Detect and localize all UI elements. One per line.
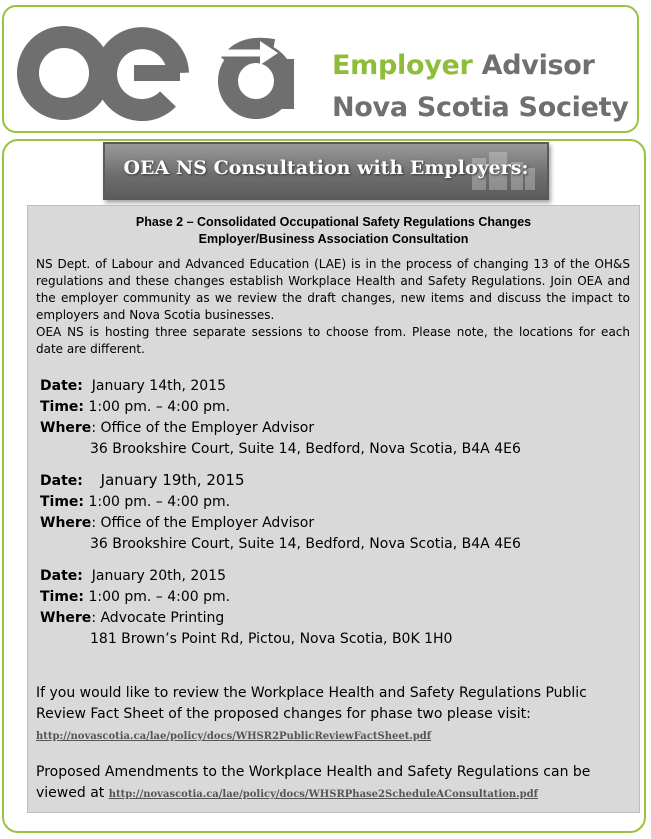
date-label: Date: bbox=[40, 378, 83, 394]
where-label: Where bbox=[40, 610, 92, 626]
session-address: 36 Brookshire Court, Suite 14, Bedford, Nova Scotia, B4A 4E6 bbox=[90, 441, 521, 457]
intro-paragraph: NS Dept. of Labour and Advanced Education (LAE) is in the process of changing 13 of the OH&S regulations and these changes establish Workplace Health and Safety Regulations. Join OEA and the employer community as we review the draft changes, new items and discuss the impact to employers and Nova Scotia businesses. bbox=[36, 257, 630, 322]
intro-text bbox=[36, 256, 630, 358]
session-time: 1:00 pm. – 4:00 pm. bbox=[88, 589, 231, 605]
date-label: Date: bbox=[40, 568, 83, 584]
session-3 bbox=[40, 566, 452, 650]
amendments-text: Proposed Amendments to the Workplace Health and Safety Regulations can be viewed at bbox=[36, 764, 591, 801]
review-text: If you would like to review the Workplace Health and Safety Regulations Public Review Fact Sheet of the proposed changes for phase two please visit: bbox=[36, 685, 587, 722]
session-venue: : Office of the Employer Advisor bbox=[91, 420, 315, 436]
amendments-link[interactable]: http://novascotia.ca/lae/policy/docs/WHSRPhase2ScheduleAConsultation.pdf bbox=[108, 789, 538, 800]
banner-title: OEA NS Consultation with Employers: bbox=[123, 157, 529, 179]
org-name-region: Nova Scotia Society bbox=[332, 92, 629, 123]
session-2 bbox=[40, 470, 521, 555]
session-time: 1:00 pm. – 4:00 pm. bbox=[88, 494, 231, 510]
org-name-employer: Employer bbox=[332, 50, 473, 81]
review-section bbox=[36, 683, 632, 747]
amendments-section bbox=[36, 762, 632, 805]
org-name bbox=[332, 45, 629, 129]
header bbox=[2, 5, 639, 133]
time-label: Time: bbox=[40, 589, 85, 605]
session-date: January 14th, 2015 bbox=[91, 378, 226, 394]
fact-sheet-link[interactable]: http://novascotia.ca/lae/policy/docs/WHSR2PublicReviewFactSheet.pdf bbox=[36, 731, 432, 742]
date-label: Date: bbox=[40, 473, 83, 489]
where-label: Where bbox=[40, 420, 92, 436]
where-label: Where bbox=[40, 515, 92, 531]
session-venue: : Advocate Printing bbox=[91, 610, 225, 626]
phase-line2: Employer/Business Association Consultation bbox=[198, 232, 469, 246]
content-panel bbox=[27, 205, 640, 813]
intro-paragraph: OEA NS is hosting three separate sessions to choose from. Please note, the locations for each date are different. bbox=[36, 325, 630, 356]
time-label: Time: bbox=[40, 494, 85, 510]
time-label: Time: bbox=[40, 399, 85, 415]
session-date: January 20th, 2015 bbox=[91, 568, 226, 584]
session-1 bbox=[40, 376, 521, 460]
phase-line1: Phase 2 – Consolidated Occupational Safety Regulations Changes bbox=[135, 215, 532, 229]
session-address: 181 Brown’s Point Rd, Pictou, Nova Scotia, B0K 1H0 bbox=[90, 631, 453, 647]
session-venue: : Office of the Employer Advisor bbox=[91, 515, 315, 531]
banner bbox=[103, 142, 549, 200]
oea-logo bbox=[16, 21, 316, 121]
session-address: 36 Brookshire Court, Suite 14, Bedford, Nova Scotia, B4A 4E6 bbox=[90, 536, 521, 552]
phase-heading bbox=[28, 214, 639, 248]
org-name-advisor: Advisor bbox=[472, 50, 595, 81]
session-date: January 19th, 2015 bbox=[100, 471, 245, 489]
session-time: 1:00 pm. – 4:00 pm. bbox=[88, 399, 231, 415]
